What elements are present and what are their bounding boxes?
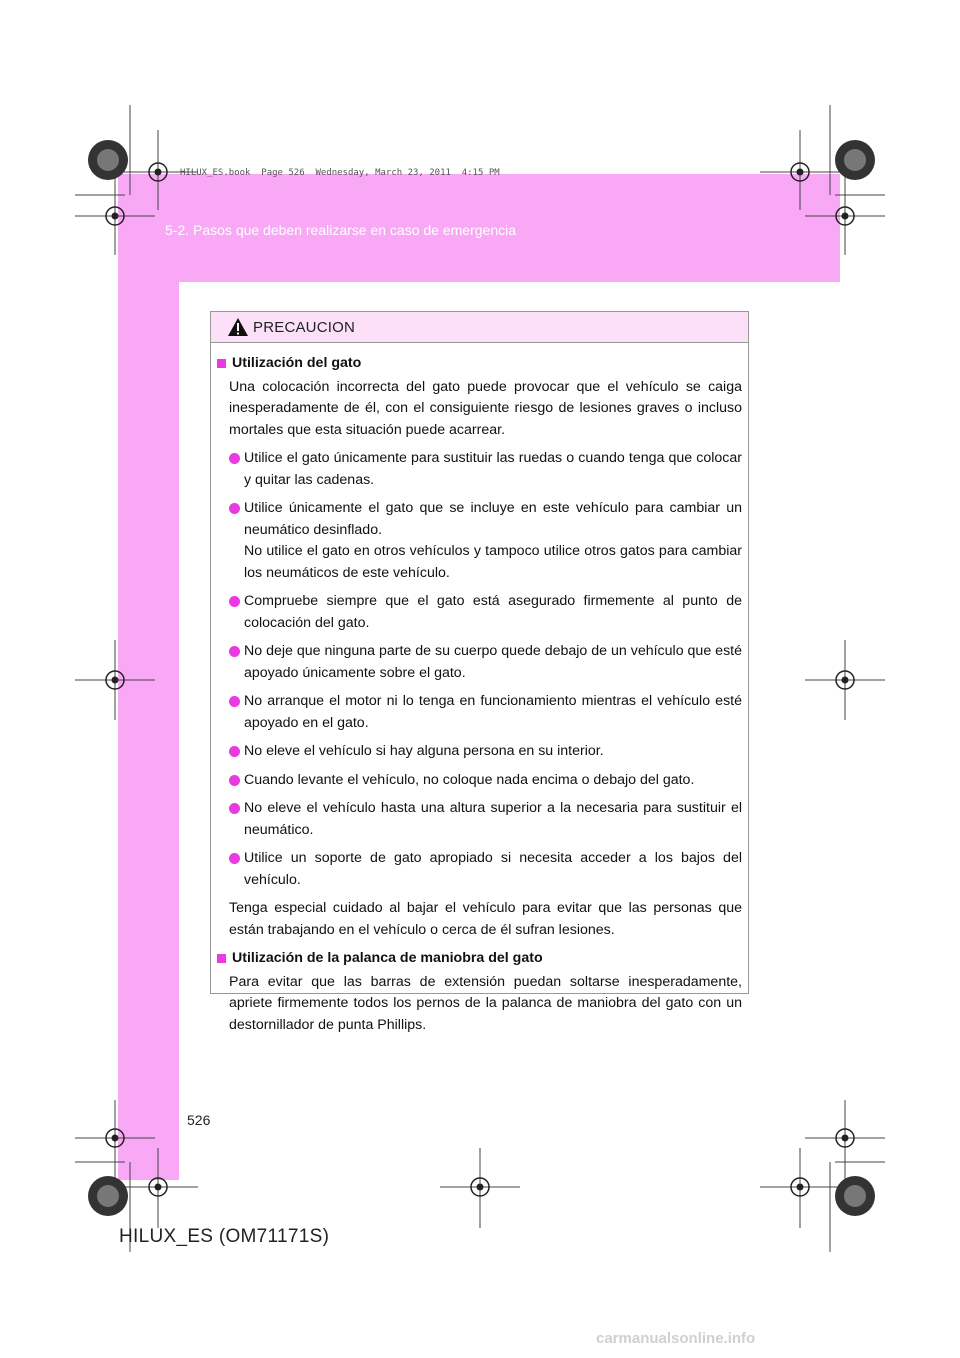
list-item-text: No deje que ninguna parte de su cuerpo quede debajo de un vehículo que esté apoyado únicamente sobre el gato. [244,643,742,681]
list-item [229,498,742,584]
list-item-text: Compruebe siempre que el gato está asegurado firmemente al punto de colocación del gato. [244,593,742,631]
section-heading [217,948,742,970]
circle-bullet-icon [229,696,240,707]
file-info-line: HILUX_ES.book Page 526 Wednesday, March 23, 2011 4:15 PM [180,168,500,178]
circle-bullet-icon [229,646,240,657]
list-item-text: Utilice el gato únicamente para sustituir las ruedas o cuando tenga que colocar y quitar las cadenas. [244,450,742,488]
page-number: 526 [187,1112,211,1128]
section-heading-text: Utilización de la palanca de maniobra del gato [232,950,543,966]
list-item-text: No eleve el vehículo hasta una altura superior a la necesaria para sustituir el neumático. [244,800,742,838]
list-item [229,848,742,891]
caution-header [211,312,748,343]
circle-bullet-icon [229,775,240,786]
circle-bullet-icon [229,803,240,814]
watermark: carmanualsonline.info [596,1330,756,1347]
list-item-text: Cuando levante el vehículo, no coloque nada encima o debajo del gato. [244,771,695,788]
caution-title: PRECAUCION [253,318,356,336]
section-heading-text: Utilización del gato [232,355,362,371]
circle-bullet-icon [229,596,240,607]
list-item [229,691,742,734]
warning-triangle-icon [227,317,249,337]
section-heading [217,353,742,375]
list-item-continuation: No utilice el gato en otros vehículos y tampoco utilice otros gatos para cambiar los neumáticos de este vehículo. [244,543,742,581]
circle-bullet-icon [229,746,240,757]
list-item [229,591,742,634]
caution-content [211,343,748,1036]
circle-bullet-icon [229,853,240,864]
section-intro: Una colocación incorrecta del gato puede provocar que el vehículo se caiga inesperadamente de él, con el consiguiente riesgo de lesiones graves o incluso mortales que esta situación puede acarrear. [229,378,742,438]
list-item-text: No arranque el motor ni lo tenga en funcionamiento mientras el vehículo esté apoyado en el gato. [244,693,742,731]
list-item [229,770,742,792]
document-code: HILUX_ES (OM71171S) [119,1226,330,1247]
circle-bullet-icon [229,453,240,464]
list-item-text: Utilice un soporte de gato apropiado si necesita acceder a los bajos del vehículo. [244,850,742,888]
list-item-line: Utilice únicamente el gato que se incluye en este vehículo para cambiar un neumático desinflado. [244,500,742,538]
section-text: Para evitar que las barras de extensión puedan soltarse inesperadamente, apriete firmemente todos los pernos de la palanca de maniobra del gato con un destornillador de punta Phillips. [229,973,742,1033]
list-item-text [244,498,742,584]
section-header: 5-2. Pasos que deben realizarse en caso de emergencia [165,222,516,238]
circle-bullet-icon [229,503,240,514]
list-item [229,641,742,684]
list-item [229,798,742,841]
section-closing: Tenga especial cuidado al bajar el vehículo para evitar que las personas que están trabajando en el vehículo o cerca de él sufran lesiones. [229,900,742,938]
list-item [229,448,742,491]
caution-box [210,311,749,1033]
list-item-text: No eleve el vehículo si hay alguna persona en su interior. [244,743,604,759]
square-bullet-icon [217,359,226,368]
square-bullet-icon [217,954,226,963]
list-item [229,741,742,763]
